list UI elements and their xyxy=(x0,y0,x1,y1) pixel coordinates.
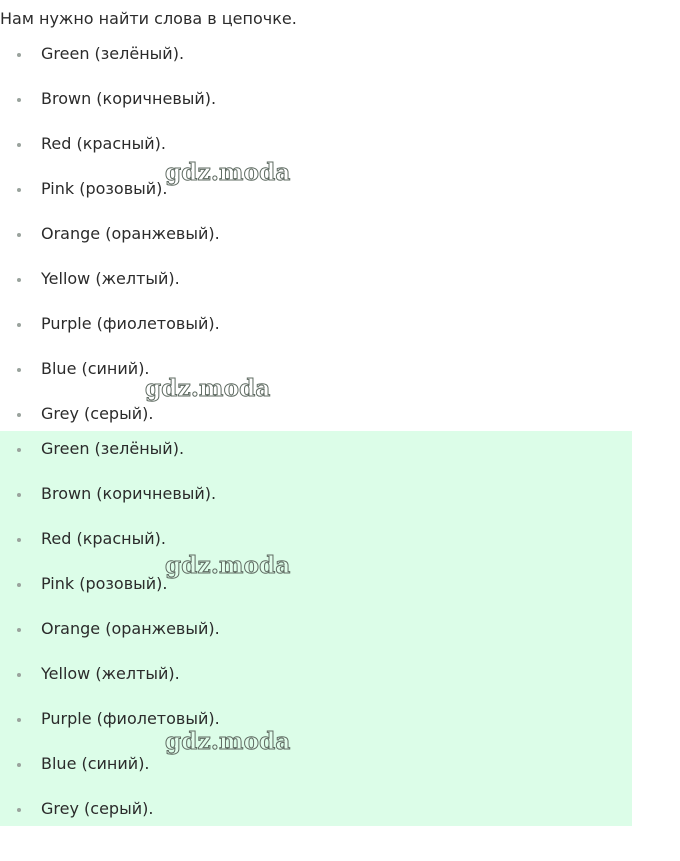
list-item-text: Pink (розовый). xyxy=(41,574,168,593)
list-item xyxy=(0,664,220,709)
list-item-text: Blue (синий). xyxy=(41,754,150,773)
bullet-icon xyxy=(17,233,21,237)
bullet-icon xyxy=(17,718,21,722)
intro-text: Нам нужно найти слова в цепочке. xyxy=(0,9,297,28)
bullet-icon xyxy=(17,628,21,632)
bullet-icon xyxy=(17,278,21,282)
watermark-logo: gdz.moda xyxy=(165,159,291,186)
list-item xyxy=(0,44,220,89)
list-item xyxy=(0,484,220,529)
list-item-text: Pink (розовый). xyxy=(41,179,168,198)
list-item-text: Orange (оранжевый). xyxy=(41,224,220,243)
list-item-text: Purple (фиолетовый). xyxy=(41,709,220,728)
list-item xyxy=(0,269,220,314)
bullet-icon xyxy=(17,98,21,102)
list-item-text: Green (зелёный). xyxy=(41,44,185,63)
bullet-icon xyxy=(17,188,21,192)
bullet-icon xyxy=(17,448,21,452)
bullet-icon xyxy=(17,673,21,677)
bullet-icon xyxy=(17,53,21,57)
watermark-logo: gdz.moda xyxy=(145,375,271,402)
bullet-icon xyxy=(17,583,21,587)
watermark-logo: gdz.moda xyxy=(165,728,291,755)
list-item-text: Purple (фиолетовый). xyxy=(41,314,220,333)
watermark-logo: gdz.moda xyxy=(165,552,291,579)
list-item-text: Blue (синий). xyxy=(41,359,150,378)
list-item-text: Grey (серый). xyxy=(41,799,154,818)
bullet-icon xyxy=(17,763,21,767)
bullet-icon xyxy=(17,413,21,417)
list-item-text: Red (красный). xyxy=(41,529,166,548)
list-item xyxy=(0,574,220,619)
list-item-text: Grey (серый). xyxy=(41,404,154,423)
list-item-text: Green (зелёный). xyxy=(41,439,185,458)
list-item-text: Brown (коричневый). xyxy=(41,89,217,108)
list-item xyxy=(0,314,220,359)
list-item xyxy=(0,89,220,134)
list-item-text: Brown (коричневый). xyxy=(41,484,217,503)
bullet-icon xyxy=(17,808,21,812)
list-item xyxy=(0,439,220,484)
bullet-icon xyxy=(17,143,21,147)
bullet-icon xyxy=(17,493,21,497)
list-item-text: Yellow (желтый). xyxy=(41,269,180,288)
list-item xyxy=(0,224,220,269)
bullet-icon xyxy=(17,323,21,327)
list-item-text: Orange (оранжевый). xyxy=(41,619,220,638)
bullet-icon xyxy=(17,538,21,542)
bullet-icon xyxy=(17,368,21,372)
color-list-highlighted xyxy=(0,439,220,844)
list-item xyxy=(0,799,220,844)
list-item-text: Red (красный). xyxy=(41,134,166,153)
list-item-text: Yellow (желтый). xyxy=(41,664,180,683)
list-item xyxy=(0,619,220,664)
list-item xyxy=(0,754,220,799)
